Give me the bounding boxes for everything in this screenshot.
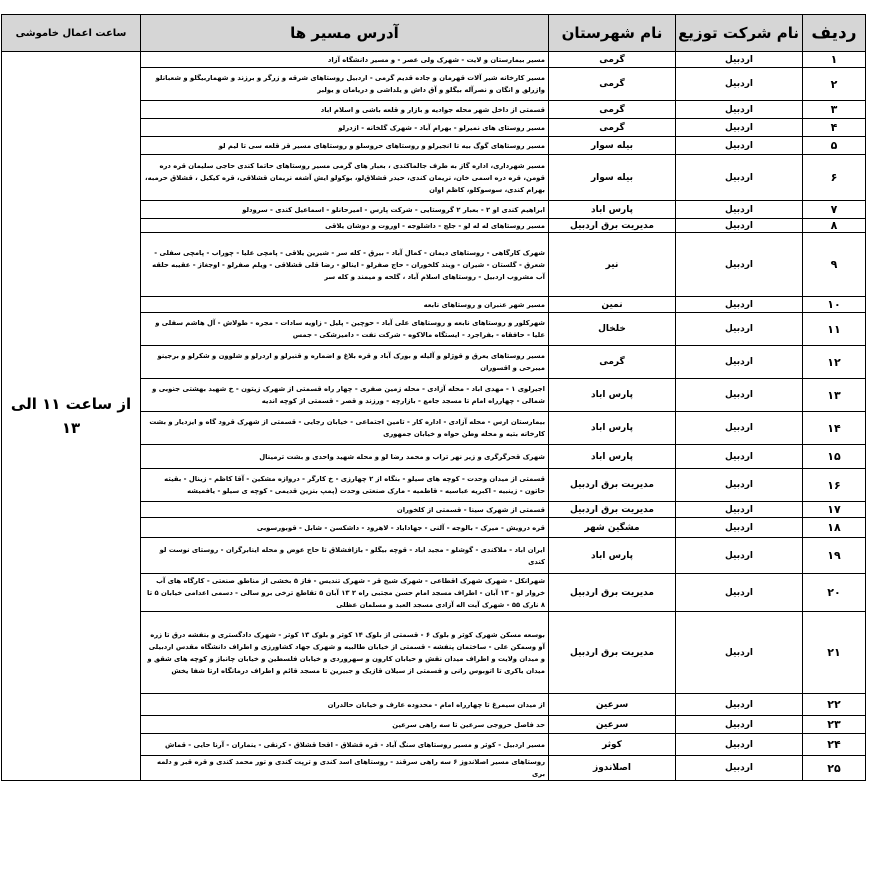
company-name: اردبیل (676, 68, 803, 101)
city-name: پارس اباد (549, 379, 676, 412)
company-name: اردبیل (676, 219, 803, 233)
city-name: نمین (549, 297, 676, 313)
company-name: اردبیل (676, 119, 803, 137)
route-address: ابراهیم کندی او ۲ - بعبار ۲ گروستایی - شرکت پارس - امیرحانلو - اسماعیل کندی - سرودلو (141, 201, 549, 219)
city-name: مدیریت برق اردبیل (549, 502, 676, 518)
city-name: مشگین شهر (549, 518, 676, 538)
route-address: ایران اباد - ملاکندی - گوشلو - مجید اباد - قوچه بیگلو - بازافشلاق تا حاج عوض و محله اینابرگران - روستای نوست لو کندی (141, 538, 549, 574)
row-number: ۲۰ (803, 574, 866, 612)
route-address: شهرکلور و روستاهای نابعه و روستاهای علی آباد - حوچین - پلیل - زاویه سادات - مجره - طولاش - آل هاشم سفلی و علیا - حافقاه - بفراجرد - ایستگاه مالاکوه - شرکت نفت - دامیزشکی - جمس (141, 313, 549, 346)
company-name: اردبیل (676, 233, 803, 297)
route-address: قره درویش - میرک - بالوجه - آلنی - جهاداباد - لاهرود - داشکسن - شابل - قوبورسوبی (141, 518, 549, 538)
route-address: حد فاصل حروجی سرعین تا سه راهی سرعین (141, 716, 549, 734)
route-address: مسیر روستاهای گوگ بیه تا انجیرلو و روستاهای حروسلو و روستاهای مسیر قز قلعه سی تا لیم لو (141, 137, 549, 155)
row-number: ۸ (803, 219, 866, 233)
route-address: مسیر روستاهای یعرق و قوژلو و آلیله و بورک آباد و قره بلاغ و اضماره و قنبرلو و اردرلو و شلوون و شکرلو و برجینو میبرحی و اقسوران (141, 346, 549, 379)
route-address: شهرانکل - شهرک شهرک اقطاعی - شهرک شیخ قر - شهرک تندیس - فاز ۵ بخشی از مناطق صنعتی - کارگاه های آب خروار لو - ۱۳ آبان - اطراف مسجد امام حسن مجتبی راه ۲ ۱۳ آبان ۵ تقاطع ترخی برو سالی - دسمی اعدامی خیابان ۵ تا ۸ نارک ۵۵ - شهرک آیت اله آزادی مسجد العبد و مسلمان عظلی (141, 574, 549, 612)
city-name: مدیریت برق اردبیل (549, 469, 676, 502)
row-number: ۱۷ (803, 502, 866, 518)
company-name: اردبیل (676, 201, 803, 219)
city-name: مدیریت برق اردبیل (549, 219, 676, 233)
row-number: ۱۸ (803, 518, 866, 538)
company-name: اردبیل (676, 445, 803, 469)
company-name: اردبیل (676, 538, 803, 574)
city-name: مدیریت برق اردبیل (549, 574, 676, 612)
route-address: شهرک قحرگرگری و زیر نهر تراب و محمد رضا لو و محله شهید واحدی و بشت ترمینال (141, 445, 549, 469)
city-name: پارس اباد (549, 412, 676, 445)
row-number: ۱۴ (803, 412, 866, 445)
row-number: ۲ (803, 68, 866, 101)
route-address: قسمتی از شهرک سینا - قسمتی از کلخوران (141, 502, 549, 518)
city-name: پارس اباد (549, 445, 676, 469)
route-address: شهرک کارگاهی - روستاهای دیمان - کمال آباد - بیرق - کله سر - شیرین یلاقی - پامچی علیا - چوراب - پامچی سفلی - شعرق - گلستان - شیران - ویند کلخوران - حاج صفرلو - اینالو - رضا قلی قشلاقی - ویلم صفرلو - اوجغاز - عقیبه حلقه آب مشروب اردبیل - روستاهای اسلام آباد ، گلحه و میمند و کله سر (141, 233, 549, 297)
row-number: ۲۱ (803, 612, 866, 694)
route-address: از میدان سیمرغ تا چهارراه امام - محدوده عارف و خیابان حالدران (141, 694, 549, 716)
row-number: ۵ (803, 137, 866, 155)
city-name: گرمی (549, 101, 676, 119)
row-number: ۴ (803, 119, 866, 137)
city-name: سرعین (549, 716, 676, 734)
company-name: اردبیل (676, 518, 803, 538)
company-name: اردبیل (676, 155, 803, 201)
power-outage-schedule (2, 14, 866, 781)
company-name: اردبیل (676, 612, 803, 694)
company-name: اردبیل (676, 101, 803, 119)
row-number: ۱۳ (803, 379, 866, 412)
city-name: گرمی (549, 119, 676, 137)
header-row (2, 15, 866, 52)
city-name: گرمی (549, 52, 676, 68)
row-number: ۱ (803, 52, 866, 68)
route-address: اجیرلوی ۱ - مهدی اباد - محله آزادی - محله زمین صفری - چهار راه قسمتی از شهرک زیتون - خ شهید بهشتی جنوبی و شمالی - چهارراه امام تا مسجد جامع - بازارچه - ورزند و قصر - قسمتی از کوچه اندیه (141, 379, 549, 412)
table-body (2, 52, 866, 781)
city-name: خلخال (549, 313, 676, 346)
row-number: ۲۲ (803, 694, 866, 716)
row-number: ۱۹ (803, 538, 866, 574)
route-address: مسیر روستاهای له له لو - جلج - داشلوجه - اوروت و دوشان یلاقی (141, 219, 549, 233)
city-name: گرمی (549, 346, 676, 379)
route-address: بیمارستان ارس - محله آزادی - اداره کار - تامین اجتماعی - خیابان رجایی - قسمتی از شهرک قرود گاه و ایزدیار و بشت کارخانه بتیه و محله وطن حواه و خیابان جمهوری (141, 412, 549, 445)
route-address: مسیر اردبیل - کوثر و مسیر روستاهای سنگ آباد - قره قشلاق - اقحا قشلاق - کرنقی - ینماران - آرنا حایی - قماش (141, 734, 549, 756)
city-name: نیر (549, 233, 676, 297)
row-number: ۲۴ (803, 734, 866, 756)
company-name: اردبیل (676, 137, 803, 155)
company-name: اردبیل (676, 52, 803, 68)
row-number: ۶ (803, 155, 866, 201)
route-address: مسیر روستای های نمیرلو - بهرام آباد - شهرک گلخانه - ازدرلو (141, 119, 549, 137)
row-number: ۲۵ (803, 756, 866, 781)
row-number: ۱۱ (803, 313, 866, 346)
route-address: قسمتی از داخل شهر محله جوادیه و بازار و قلعه باشی و اسلام اباد (141, 101, 549, 119)
city-name: کوثر (549, 734, 676, 756)
header-city: نام شهرستان (549, 15, 676, 52)
company-name: اردبیل (676, 297, 803, 313)
company-name: اردبیل (676, 574, 803, 612)
company-name: اردبیل (676, 313, 803, 346)
city-name: پارس اباد (549, 538, 676, 574)
city-name: بیله سوار (549, 137, 676, 155)
city-name: بیله سوار (549, 155, 676, 201)
route-address: روستاهای مسیر اصلاندوز ۶ سه راهی سرقند - روستاهای اسد کندی و ترپت کندی و تور محمد کندی و قره قبر و دلمه بری (141, 756, 549, 781)
company-name: اردبیل (676, 694, 803, 716)
header-route-address: آدرس مسیر ها (141, 15, 549, 52)
route-address: مسیر بیمارستان و لایت - شهرک ولی عصر - و مسیر دانشگاه آزاد (141, 52, 549, 68)
route-address: بوسعه مسکن شهرک کوثر و بلوک ۶ - قسمتی از بلوک ۱۴ کوثر و بلوک ۱۳ کوثر - شهرک دادگستری و بنفشه درق تا زره آو وسمکن علی - ساختمان پنفشه - قسمتی از خیابان طالبیه و شهرک جهاد کشاورزی و اطراف دانشگاه مقدس اردبیلی و میدان ولایت و اطراف میدان نقش و حیابان کارون و سهروردی و خیابان فلسطین و خیابان چانباز و کوچه های شقق و میدان یاکری تا اتوبوس رانی و قسمتی از سیلان قازیک و جبیرین تا مسجد قائم و اطراف درمانگاه ارتا شفا یخش (141, 612, 549, 694)
route-address: مسیر کارخانه شیر آلات قهرمان و جاده قدیم گرمی - اردبیل روستاهای شرقه و زرگر و برزند و شهماربیگلو و شعبانلو وازرلق و انگان و نصرآله بیگلو و آق داش و یلداشی و دریامان و یولبر (141, 68, 549, 101)
company-name: اردبیل (676, 469, 803, 502)
row-number: ۹ (803, 233, 866, 297)
city-name: پارس اباد (549, 201, 676, 219)
route-address: مسیر شهر عنبران و روستاهای نابعه (141, 297, 549, 313)
table-row (2, 52, 866, 68)
company-name: اردبیل (676, 734, 803, 756)
city-name: گرمی (549, 68, 676, 101)
route-address: قسمتی از میدان وحدت - کوچه های سیلو - بنگاه از ۲ چهارزی - خ کارگر - دروازه مشکین - آقا کاظم - زینال - بقیته حاتون - زینبیه - اکبریه عباسیه - قاطمیه - مارک صنعتی وحدت (پمپ بنزین قدیمی - کوچه ی سیلو - یافمیشه (141, 469, 549, 502)
company-name: اردبیل (676, 756, 803, 781)
row-number: ۱۲ (803, 346, 866, 379)
row-number: ۱۶ (803, 469, 866, 502)
row-number: ۲۳ (803, 716, 866, 734)
route-address: مسیر شهرداری، اداره گاز به طرف جالماکندی ، بعبار های گرمی مسیر روستاهای حاتما کندی حاجی سلیمان قره دره قومن، قره دره اسمی خان، نریمان کندی، حیدر قشلاق‌لو، بوکولو ایش آشغه نریمان قشلاقی، قره کیکیل ، قشلاق حرمبه، بهرام کندی، سوسوکلو، کاظم اوان (141, 155, 549, 201)
header-outage-time: ساعت اعمال خاموشی (2, 15, 141, 52)
header-row-number: ردیف (803, 15, 866, 52)
row-number: ۱۰ (803, 297, 866, 313)
city-name: مدیریت برق اردبیل (549, 612, 676, 694)
company-name: اردبیل (676, 346, 803, 379)
row-number: ۷ (803, 201, 866, 219)
company-name: اردبیل (676, 412, 803, 445)
header-distribution-company: نام شرکت توزیع (676, 15, 803, 52)
row-number: ۳ (803, 101, 866, 119)
city-name: سرعین (549, 694, 676, 716)
company-name: اردبیل (676, 502, 803, 518)
outage-time-value: از ساعت ۱۱ الی ۱۳ (2, 52, 141, 781)
city-name: اصلاندوز (549, 756, 676, 781)
company-name: اردبیل (676, 379, 803, 412)
outage-table (1, 14, 866, 781)
company-name: اردبیل (676, 716, 803, 734)
row-number: ۱۵ (803, 445, 866, 469)
